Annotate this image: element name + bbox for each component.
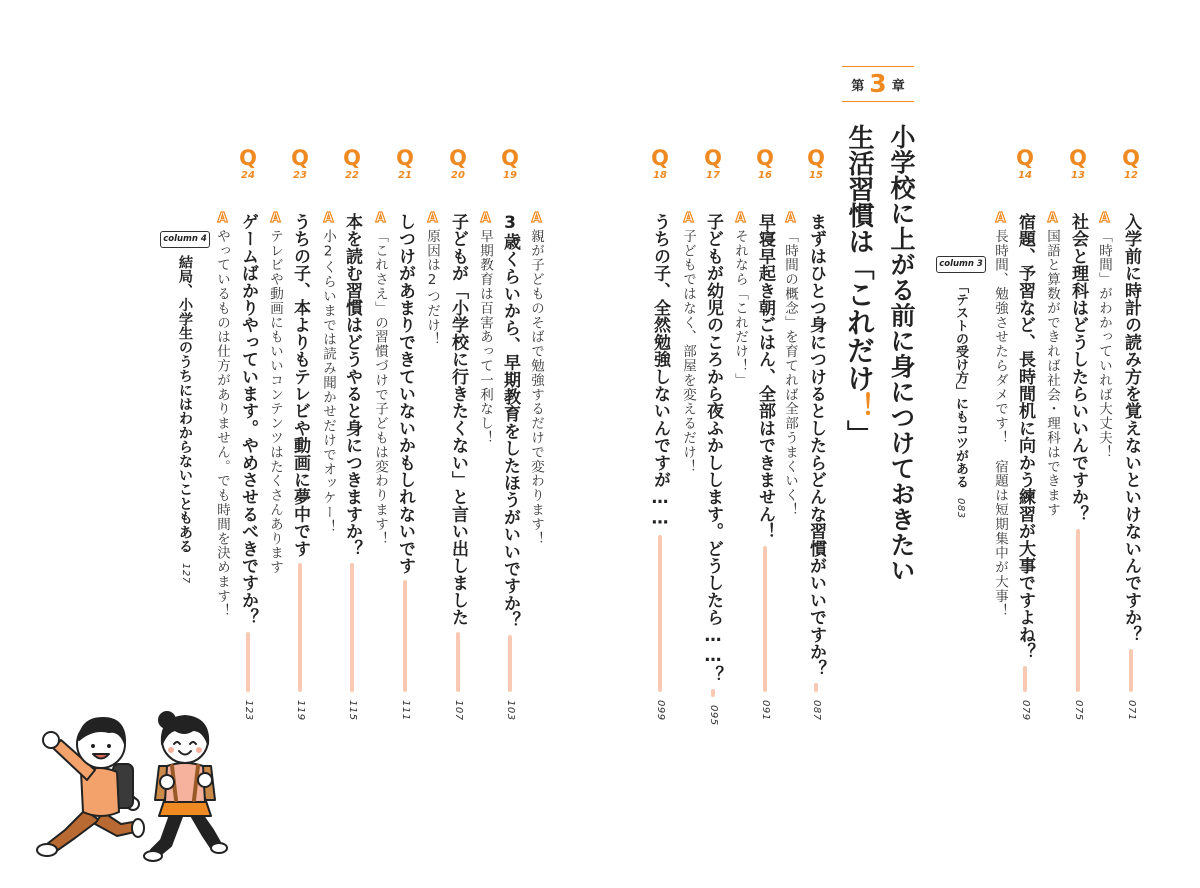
answer-label: A [268, 211, 283, 226]
question-text: 社会と理科はどうしたらいいんですか？ [1068, 213, 1088, 523]
answer-q22 [318, 211, 338, 741]
page-number: 115 [347, 700, 358, 721]
question-number: 20 [451, 170, 465, 181]
girl-cheek-left [168, 747, 174, 753]
question-text: うちの子、本よりもテレビや動画に夢中です [290, 213, 310, 557]
question-label: Q [1122, 146, 1140, 170]
question-label: Q [1016, 146, 1034, 170]
leader-line [246, 632, 250, 693]
column-text: 「テストの受け方」にもコツがある [953, 280, 968, 488]
question-label: Q [291, 146, 309, 170]
question-number: 21 [398, 170, 412, 181]
leader-line [456, 632, 460, 693]
toc-entry-q19 [498, 213, 522, 721]
question-label: Q [239, 146, 257, 170]
question-text: 3歳くらいから、早期教育をしたほうがいいですか？ [500, 213, 520, 629]
leader-line [658, 535, 662, 693]
answer-label: A [1097, 211, 1112, 226]
page-number: 127 [180, 563, 191, 584]
toc-entry-q16 [753, 213, 777, 721]
page-number: 087 [811, 700, 822, 721]
question-text: 入学前に時計の読み方を覚えないといけないんですか？ [1121, 213, 1141, 643]
answer-text: 親が子どものそばで勉強するだけで変わります！ [528, 229, 544, 546]
page-number: 099 [655, 700, 666, 721]
answer-q14 [990, 211, 1010, 741]
question-text: 早寝早起き朝ごはん、全部はできません！ [755, 213, 775, 540]
answer-text: 早期教育は百害あって一利なし！ [477, 229, 493, 445]
answer-text: 原因は2つだけ！ [424, 229, 440, 347]
question-number: 13 [1071, 170, 1085, 181]
answer-label: A [373, 211, 388, 226]
answer-q18 [526, 211, 546, 741]
answer-q21 [370, 211, 390, 741]
question-text: しつけがあまりできていないかもしれないです [395, 213, 415, 575]
answer-label: A [783, 211, 798, 226]
boy-shoe-left [37, 844, 57, 856]
chapter-prefix: 第 [851, 78, 865, 94]
answer-text: テレビや動画にもいいコンテンツはたくさんあります [267, 229, 283, 575]
answer-label: A [215, 211, 230, 226]
toc-entry-q18 [648, 213, 672, 721]
question-marker-q21 [390, 147, 420, 182]
boy-eye-right [107, 744, 111, 748]
chapter-title-emphasis: これだけ [843, 280, 876, 392]
page-number: 107 [453, 700, 464, 721]
question-number: 18 [653, 170, 667, 181]
question-marker-q20 [443, 147, 473, 182]
chapter-title-exclamation: ！ [843, 392, 876, 420]
answer-label: A [321, 211, 336, 226]
answer-q16 [730, 211, 750, 741]
answer-q20 [422, 211, 442, 741]
leader-line [711, 689, 715, 697]
answer-text: 「これさえ」の習慣づけで子どもは変わります！ [372, 229, 388, 546]
answer-q15 [780, 211, 800, 741]
answer-label: A [993, 211, 1008, 226]
page-number: 079 [1020, 700, 1031, 721]
toc-entry-q21 [393, 213, 417, 721]
question-marker-q16 [750, 147, 780, 182]
question-marker-q23 [285, 147, 315, 182]
page-number: 123 [243, 700, 254, 721]
toc-entry-q22 [340, 213, 364, 721]
boy-raised-fist [43, 732, 59, 748]
answer-q24 [212, 211, 232, 741]
toc-entry-q13 [1066, 213, 1090, 721]
question-number: 23 [293, 170, 307, 181]
answer-text: それなら「これだけ！」 [732, 229, 748, 388]
leader-line [814, 683, 818, 692]
leader-line [1129, 649, 1133, 692]
toc-entry-q20 [446, 213, 470, 721]
page-number: 083 [955, 498, 966, 519]
leader-line [1023, 666, 1027, 692]
girl-left-leg [151, 812, 183, 856]
page-number: 103 [505, 700, 516, 721]
question-number: 14 [1018, 170, 1032, 181]
question-text: 本を読む習慣はどうやると身につきますか？ [342, 213, 362, 557]
question-marker-q18 [645, 147, 675, 182]
column-text: 結局、小学生のうちにはわからないこともある [177, 255, 193, 554]
leader-line [508, 635, 512, 693]
girl-shoe-right [211, 843, 227, 853]
answer-label: A [681, 211, 696, 226]
question-marker-q24 [233, 147, 263, 182]
toc-entry-q15 [804, 213, 828, 721]
question-number: 19 [503, 170, 517, 181]
answer-q19 [475, 211, 495, 741]
question-label: Q [756, 146, 774, 170]
leader-line [350, 563, 354, 692]
answer-label: A [478, 211, 493, 226]
chapter-title-text-2a: 生活習慣は「 [844, 124, 874, 280]
answer-q12 [1094, 211, 1114, 741]
answer-text: 小2くらいまでは読み聞かせだけでオッケー！ [320, 229, 336, 534]
boy-eye-left [91, 744, 95, 748]
chapter-title-text-1: 小学校に上がる前に身につけておきたい [887, 124, 916, 583]
page-number: 075 [1073, 700, 1084, 721]
chapter-suffix: 章 [891, 78, 905, 94]
question-text: ゲームばかりやっています。やめさせるべきですか？ [238, 213, 258, 626]
answer-label: A [733, 211, 748, 226]
page-number: 111 [400, 700, 411, 721]
leader-line [403, 580, 407, 692]
question-marker-q17 [698, 147, 728, 182]
question-label: Q [807, 146, 825, 170]
chapter-title-line-1 [886, 124, 916, 583]
leader-line [763, 546, 767, 693]
question-label: Q [1069, 146, 1087, 170]
toc-entry-q23 [288, 213, 312, 721]
question-label: Q [449, 146, 467, 170]
girl-figure [144, 712, 227, 861]
toc-entry-q24 [236, 213, 260, 721]
page-number: 071 [1126, 700, 1137, 721]
question-text: まずはひとつ身につけるとしたらどんな習慣がいいですか？ [806, 213, 826, 678]
answer-label: A [529, 211, 544, 226]
toc-entry-q17 [701, 213, 725, 726]
girl-cheek-right [196, 747, 202, 753]
page-number: 091 [760, 700, 771, 721]
question-marker-q22 [337, 147, 367, 182]
question-label: Q [651, 146, 669, 170]
answer-label: A [1045, 211, 1060, 226]
girl-fist-right [198, 773, 212, 787]
column-badge-3: column 3 [936, 256, 986, 273]
boy-shoe-right [132, 819, 144, 837]
kids-illustration [25, 700, 240, 868]
question-number: 16 [758, 170, 772, 181]
page-number: 119 [295, 700, 306, 721]
answer-q23 [265, 211, 285, 741]
chapter-title-close-bracket: 」 [843, 420, 876, 448]
question-number: 12 [1124, 170, 1138, 181]
question-number: 17 [706, 170, 720, 181]
answer-text: 長時間、勉強させたらダメです！ 宿題は短期集中が大事！ [992, 229, 1008, 618]
question-number: 22 [345, 170, 359, 181]
answer-text: 子どもではなく、部屋を変えるだけ！ [680, 229, 696, 474]
answer-q13 [1042, 211, 1062, 741]
chapter-title-line-2 [844, 124, 874, 448]
question-text: 子どもが幼児のころから夜ふかしします。どうしたら……？ [703, 213, 723, 684]
question-label: Q [501, 146, 519, 170]
answer-text: 国語と算数ができれば社会・理科はできます [1044, 229, 1060, 517]
question-text: 子どもが「小学校に行きたくない」と言い出しました [448, 213, 468, 626]
question-label: Q [704, 146, 722, 170]
question-number: 15 [809, 170, 823, 181]
answer-q17 [678, 211, 698, 741]
question-marker-q12 [1116, 147, 1146, 182]
answer-text: やっているものは仕方がありません。でも時間を決めます！ [214, 229, 230, 618]
chapter-label [842, 66, 914, 102]
answer-text: 「時間の概念」を育てれば全部うまくいく！ [782, 229, 798, 517]
question-marker-q19 [495, 147, 525, 182]
page-number: 095 [708, 705, 719, 726]
boy-figure [37, 718, 144, 856]
answer-label: A [425, 211, 440, 226]
question-text: うちの子、全然勉強しないんですが…… [650, 213, 670, 529]
question-marker-q14 [1010, 147, 1040, 182]
question-label: Q [396, 146, 414, 170]
question-label: Q [343, 146, 361, 170]
leader-line [298, 563, 302, 692]
toc-entry-column-3 [949, 280, 971, 520]
column-badge-4: column 4 [160, 231, 210, 248]
girl-fist-left [160, 775, 174, 789]
question-text: 宿題、予習など、長時間机に向かう練習が大事ですよね？ [1015, 213, 1035, 661]
toc-entry-q14 [1013, 213, 1037, 721]
question-marker-q15 [801, 147, 831, 182]
toc-entry-column-4 [174, 255, 196, 595]
chapter-number: 3 [869, 69, 887, 98]
answer-text: 「時間」がわかっていれば大丈夫！ [1096, 229, 1112, 460]
girl-shoe-left [144, 851, 162, 861]
question-marker-q13 [1063, 147, 1093, 182]
toc-entry-q12 [1119, 213, 1143, 721]
question-number: 24 [241, 170, 255, 181]
leader-line [1076, 529, 1080, 693]
